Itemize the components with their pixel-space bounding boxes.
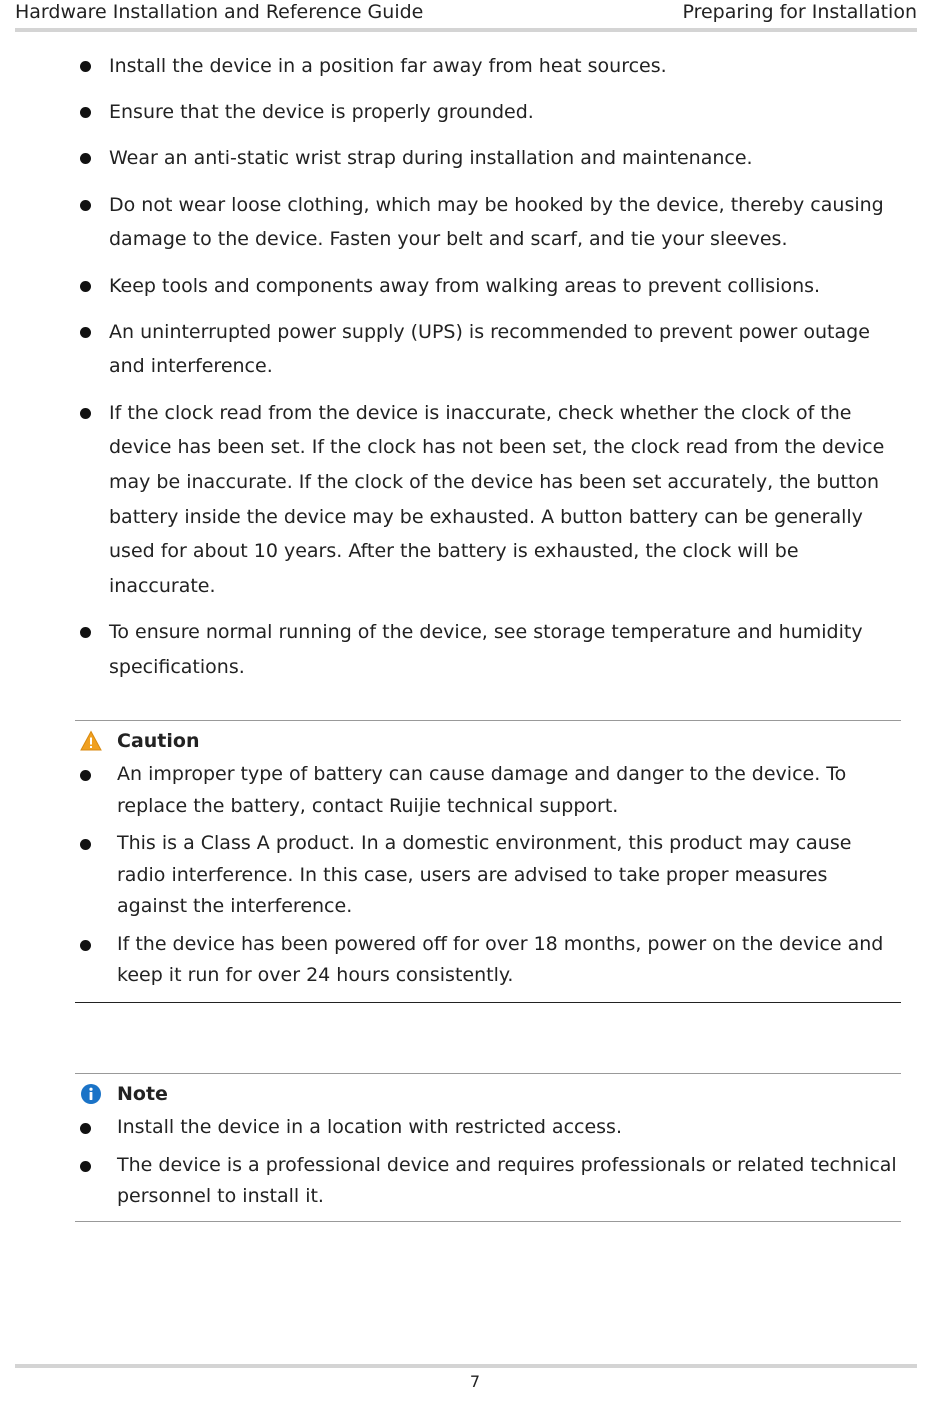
caution-header bbox=[75, 723, 901, 759]
page-number: 7 bbox=[469, 1372, 481, 1391]
list-item: If the device has been powered off for over 18 months, power on the device and keep it run for over 24 hours consistently. bbox=[75, 929, 901, 992]
list-item: Wear an anti-static wrist strap during installation and maintenance. bbox=[0, 141, 950, 176]
bullet-dot bbox=[80, 770, 91, 781]
list-item: Keep tools and components away from walking areas to prevent collisions. bbox=[0, 269, 950, 304]
bullet-dot bbox=[80, 940, 91, 951]
caution-list bbox=[75, 759, 901, 992]
list-item: An improper type of battery can cause damage and danger to the device. To replace the battery, contact Ruijie technical support. bbox=[75, 759, 901, 822]
note-title: Note bbox=[117, 1083, 168, 1105]
bullet-dot bbox=[80, 200, 91, 211]
info-icon bbox=[80, 1083, 102, 1105]
header-doc-title: Hardware Installation and Reference Guide bbox=[15, 1, 424, 23]
bullet-dot bbox=[80, 153, 91, 164]
note-header bbox=[75, 1076, 901, 1112]
bullet-dot bbox=[80, 107, 91, 118]
note-list bbox=[75, 1112, 901, 1213]
bullet-dot bbox=[80, 408, 91, 419]
note-box bbox=[75, 1073, 901, 1222]
caution-title: Caution bbox=[117, 730, 200, 752]
list-item: Ensure that the device is properly grounded. bbox=[0, 95, 950, 130]
footer-divider bbox=[15, 1364, 917, 1368]
caution-box bbox=[75, 720, 901, 1003]
list-item: If the clock read from the device is inaccurate, check whether the clock of the device has been set. If the clock has not been set, the clock read from the device may be inaccurate. If the clock of the device has been set accurately, the button battery inside the device may be exhausted. A button battery can be generally used for about 10 years. After the battery is exhausted, the clock will be inaccurate. bbox=[0, 396, 950, 604]
list-item: Do not wear loose clothing, which may be hooked by the device, thereby causing damage to the device. Fasten your belt and scarf, and tie your sleeves. bbox=[0, 188, 950, 257]
header-section-title: Preparing for Installation bbox=[682, 1, 917, 23]
bullet-dot bbox=[80, 327, 91, 338]
main-bullet-list bbox=[0, 49, 950, 696]
list-item: To ensure normal running of the device, see storage temperature and humidity specifications. bbox=[0, 615, 950, 684]
list-item: Install the device in a location with restricted access. bbox=[75, 1112, 901, 1144]
list-item: This is a Class A product. In a domestic environment, this product may cause radio interference. In this case, users are advised to take proper measures against the interference. bbox=[75, 828, 901, 923]
bullet-dot bbox=[80, 281, 91, 292]
bullet-dot bbox=[80, 61, 91, 72]
bullet-dot bbox=[80, 1161, 91, 1172]
warning-triangle-icon bbox=[80, 730, 102, 752]
list-item: An uninterrupted power supply (UPS) is recommended to prevent power outage and interference. bbox=[0, 315, 950, 384]
bullet-dot bbox=[80, 839, 91, 850]
bullet-dot bbox=[80, 1123, 91, 1134]
list-item: Install the device in a position far away from heat sources. bbox=[0, 49, 950, 84]
bullet-dot bbox=[80, 627, 91, 638]
list-item: The device is a professional device and requires professionals or related technical personnel to install it. bbox=[75, 1150, 901, 1213]
page-header bbox=[15, 0, 917, 32]
